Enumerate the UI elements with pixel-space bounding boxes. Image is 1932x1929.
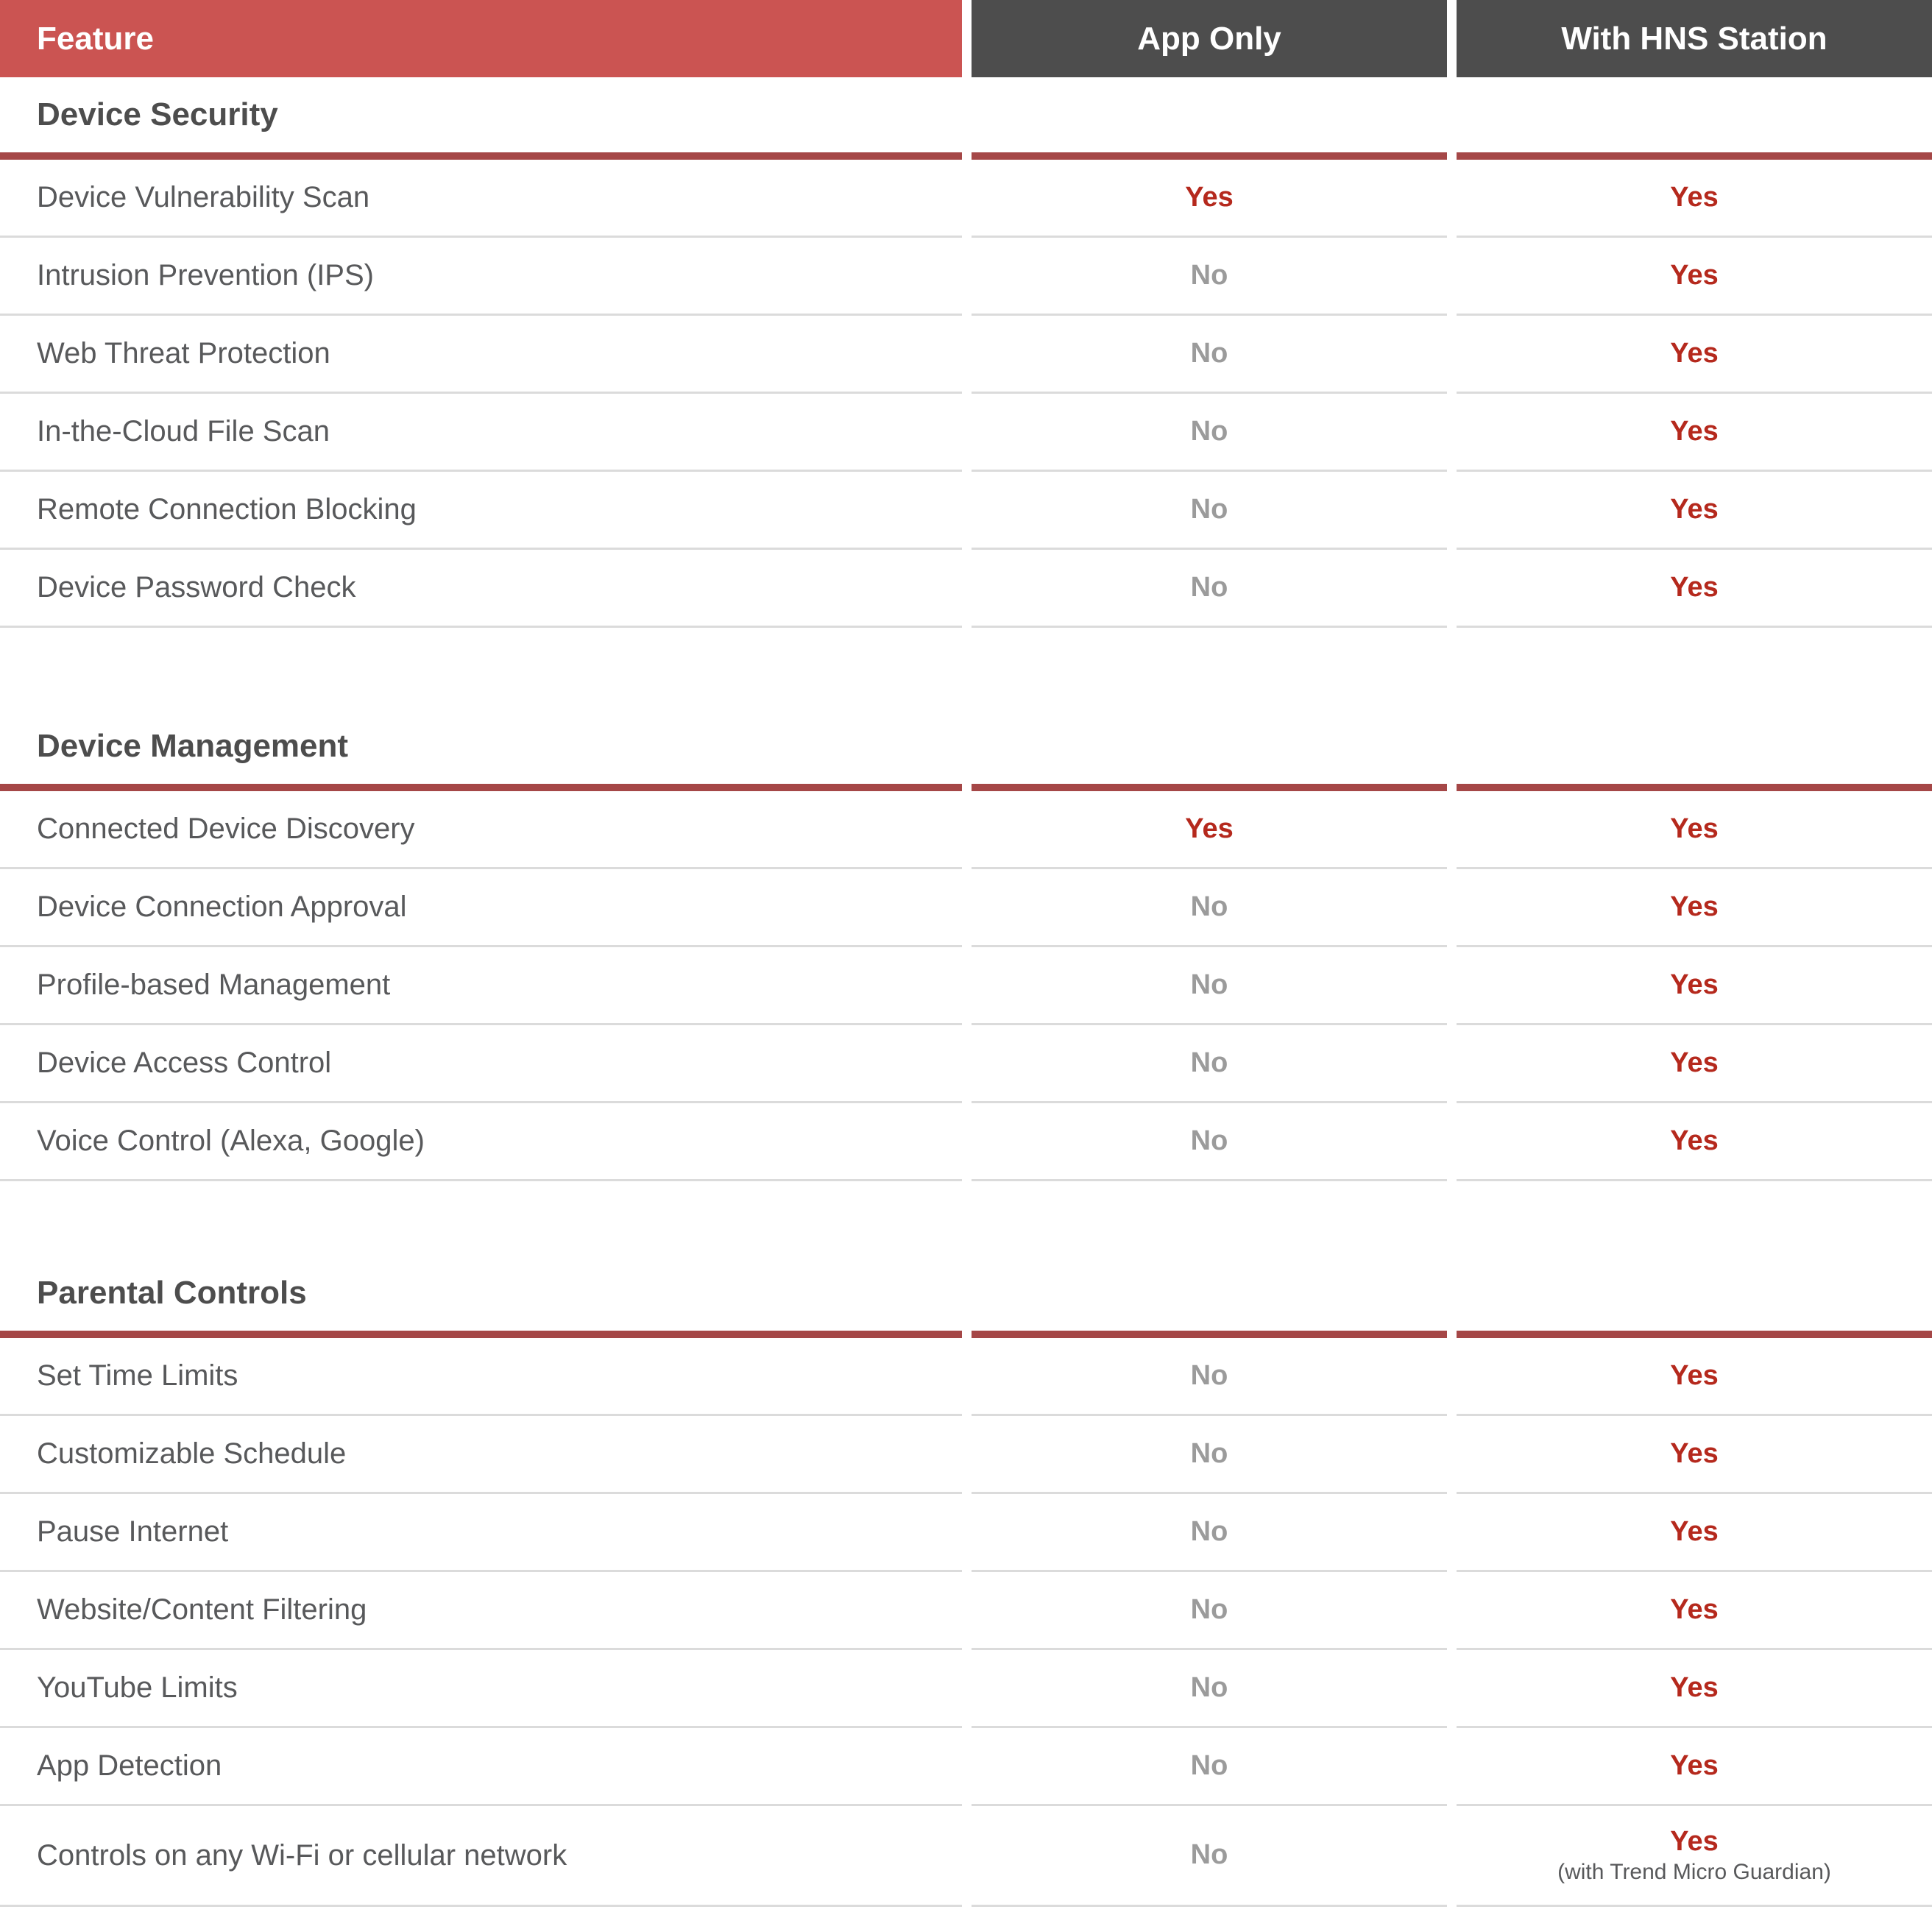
with-hns-value: Yes — [1670, 571, 1719, 603]
column-gap — [1447, 1331, 1457, 1338]
with-hns-cell — [1457, 472, 1932, 550]
app-only-value: No — [1190, 571, 1228, 603]
column-gap — [1447, 152, 1457, 160]
with-hns-cell — [1457, 1650, 1932, 1728]
feature-label: Web Threat Protection — [37, 337, 330, 369]
feature-cell — [0, 160, 962, 238]
column-gap — [1447, 1806, 1457, 1907]
feature-cell — [0, 1103, 962, 1181]
feature-cell — [0, 1806, 962, 1907]
with-hns-value: Yes — [1670, 1125, 1719, 1156]
column-gap — [962, 1572, 972, 1650]
app-only-value: No — [1190, 337, 1228, 369]
column-gap — [1447, 0, 1457, 77]
with-hns-cell — [1457, 791, 1932, 869]
column-gap — [1447, 316, 1457, 394]
feature-label: Device Access Control — [37, 1047, 332, 1079]
bottom-spacer — [0, 1907, 1932, 1929]
app-only-cell — [972, 1572, 1447, 1650]
feature-label: Device Vulnerability Scan — [37, 181, 370, 213]
feature-cell — [0, 472, 962, 550]
feature-label: Set Time Limits — [37, 1359, 238, 1392]
app-only-cell — [972, 550, 1447, 628]
section-bar-segment — [0, 152, 962, 160]
column-gap — [962, 784, 972, 791]
table-row — [0, 472, 1932, 550]
app-only-value: No — [1190, 1593, 1228, 1625]
app-only-value: No — [1190, 1515, 1228, 1547]
with-hns-value: Yes — [1670, 1437, 1719, 1469]
with-hns-value: Yes — [1670, 1047, 1719, 1078]
feature-cell — [0, 238, 962, 316]
column-gap — [1447, 1025, 1457, 1103]
section-bar-segment — [972, 784, 1447, 791]
feature-label: YouTube Limits — [37, 1671, 238, 1704]
section-bar-segment — [0, 1331, 962, 1338]
header-cell-app-only — [972, 0, 1447, 77]
with-hns-cell — [1457, 1572, 1932, 1650]
column-gap — [962, 869, 972, 947]
column-gap — [962, 472, 972, 550]
feature-cell — [0, 1025, 962, 1103]
with-hns-value: Yes — [1670, 1359, 1719, 1391]
table-row — [0, 316, 1932, 394]
column-gap — [1447, 1103, 1457, 1181]
with-hns-cell — [1457, 947, 1932, 1025]
column-gap — [962, 160, 972, 238]
section-bar-segment — [972, 1331, 1447, 1338]
table-section — [0, 1181, 1932, 1907]
app-only-value: No — [1190, 891, 1228, 922]
column-gap — [1447, 550, 1457, 628]
section-underline-bar — [0, 784, 1932, 791]
section-underline-bar — [0, 152, 1932, 160]
with-hns-cell — [1457, 1416, 1932, 1494]
column-gap — [962, 238, 972, 316]
table-row — [0, 1103, 1932, 1181]
app-only-value: No — [1190, 1359, 1228, 1391]
section-header — [0, 628, 1932, 784]
app-only-value: Yes — [1185, 813, 1234, 844]
with-hns-value: Yes — [1670, 493, 1719, 525]
feature-label: Device Connection Approval — [37, 891, 407, 923]
column-gap — [1447, 160, 1457, 238]
section-title: Parental Controls — [37, 1275, 307, 1311]
with-hns-cell — [1457, 1728, 1932, 1806]
column-gap — [962, 1025, 972, 1103]
with-hns-cell — [1457, 160, 1932, 238]
with-hns-cell — [1457, 1806, 1932, 1907]
with-hns-cell — [1457, 1494, 1932, 1572]
app-only-value: No — [1190, 493, 1228, 525]
with-hns-value: Yes — [1670, 1593, 1719, 1625]
column-gap — [1447, 784, 1457, 791]
column-gap — [962, 550, 972, 628]
column-gap — [1447, 1494, 1457, 1572]
column-gap — [1447, 1338, 1457, 1416]
section-header — [0, 77, 1932, 152]
feature-cell — [0, 316, 962, 394]
header-app-only-label: App Only — [1137, 20, 1281, 57]
with-hns-value: Yes — [1670, 1671, 1719, 1703]
app-only-cell — [972, 1025, 1447, 1103]
column-gap — [1447, 1728, 1457, 1806]
table-row — [0, 791, 1932, 869]
table-row — [0, 1806, 1932, 1907]
app-only-cell — [972, 1806, 1447, 1907]
with-hns-cell — [1457, 394, 1932, 472]
section-header — [0, 1181, 1932, 1331]
section-bar-segment — [1457, 1331, 1932, 1338]
table-row — [0, 1025, 1932, 1103]
column-gap — [1447, 791, 1457, 869]
header-cell-with-hns — [1457, 0, 1932, 77]
column-gap — [1447, 869, 1457, 947]
app-only-value: No — [1190, 1437, 1228, 1469]
feature-label: In-the-Cloud File Scan — [37, 415, 330, 447]
table-row — [0, 1572, 1932, 1650]
app-only-cell — [972, 472, 1447, 550]
feature-label: App Detection — [37, 1749, 222, 1782]
table-header-row — [0, 0, 1932, 77]
column-gap — [1447, 947, 1457, 1025]
table-body — [0, 77, 1932, 1907]
app-only-cell — [972, 238, 1447, 316]
table-row — [0, 1338, 1932, 1416]
section-underline-bar — [0, 1331, 1932, 1338]
column-gap — [1447, 472, 1457, 550]
feature-label: Voice Control (Alexa, Google) — [37, 1125, 425, 1157]
app-only-value: No — [1190, 259, 1228, 291]
section-bar-segment — [0, 784, 962, 791]
feature-cell — [0, 869, 962, 947]
feature-label: Intrusion Prevention (IPS) — [37, 259, 374, 291]
table-row — [0, 869, 1932, 947]
with-hns-cell — [1457, 1103, 1932, 1181]
feature-cell — [0, 1728, 962, 1806]
app-only-cell — [972, 316, 1447, 394]
column-gap — [962, 394, 972, 472]
feature-cell — [0, 394, 962, 472]
with-hns-value: Yes — [1670, 969, 1719, 1000]
table-section — [0, 77, 1932, 628]
app-only-cell — [972, 1728, 1447, 1806]
with-hns-cell — [1457, 869, 1932, 947]
column-gap — [1447, 238, 1457, 316]
app-only-cell — [972, 947, 1447, 1025]
header-cell-feature — [0, 0, 962, 77]
feature-label: Connected Device Discovery — [37, 813, 415, 845]
column-gap — [962, 1416, 972, 1494]
column-gap — [962, 1331, 972, 1338]
feature-cell — [0, 1650, 962, 1728]
section-bar-segment — [1457, 784, 1932, 791]
with-hns-cell — [1457, 316, 1932, 394]
feature-cell — [0, 791, 962, 869]
app-only-cell — [972, 1338, 1447, 1416]
app-only-cell — [972, 1103, 1447, 1181]
with-hns-value: Yes — [1670, 337, 1719, 369]
with-hns-value: Yes — [1670, 259, 1719, 291]
table-row — [0, 947, 1932, 1025]
with-hns-value: Yes — [1670, 1826, 1719, 1858]
column-gap — [962, 1806, 972, 1907]
feature-label: Remote Connection Blocking — [37, 493, 417, 525]
feature-label: Website/Content Filtering — [37, 1593, 367, 1626]
app-only-cell — [972, 869, 1447, 947]
header-with-hns-label: With HNS Station — [1561, 20, 1827, 57]
table-row — [0, 1728, 1932, 1806]
column-gap — [962, 1103, 972, 1181]
with-hns-value: Yes — [1670, 181, 1719, 213]
with-hns-value: Yes — [1670, 415, 1719, 447]
column-gap — [962, 1338, 972, 1416]
table-row — [0, 238, 1932, 316]
with-hns-value: Yes — [1670, 1515, 1719, 1547]
with-hns-value: Yes — [1670, 891, 1719, 922]
column-gap — [962, 947, 972, 1025]
section-title: Device Management — [37, 728, 349, 764]
feature-label: Profile-based Management — [37, 969, 391, 1001]
app-only-value: No — [1190, 969, 1228, 1000]
app-only-value: No — [1190, 1839, 1228, 1871]
feature-cell — [0, 1338, 962, 1416]
column-gap — [962, 791, 972, 869]
with-hns-cell — [1457, 1025, 1932, 1103]
feature-cell — [0, 947, 962, 1025]
column-gap — [962, 316, 972, 394]
section-bar-segment — [972, 152, 1447, 160]
app-only-value: No — [1190, 1671, 1228, 1703]
app-only-cell — [972, 1416, 1447, 1494]
table-row — [0, 160, 1932, 238]
column-gap — [1447, 1416, 1457, 1494]
app-only-cell — [972, 1650, 1447, 1728]
app-only-cell — [972, 394, 1447, 472]
feature-cell — [0, 550, 962, 628]
with-hns-cell — [1457, 238, 1932, 316]
with-hns-value: Yes — [1670, 1749, 1719, 1781]
column-gap — [1447, 394, 1457, 472]
app-only-value: No — [1190, 1047, 1228, 1078]
feature-cell — [0, 1572, 962, 1650]
feature-label: Customizable Schedule — [37, 1437, 347, 1470]
app-only-value: No — [1190, 415, 1228, 447]
column-gap — [1447, 1572, 1457, 1650]
column-gap — [962, 1494, 972, 1572]
table-row — [0, 1416, 1932, 1494]
column-gap — [962, 0, 972, 77]
section-bar-segment — [1457, 152, 1932, 160]
feature-cell — [0, 1416, 962, 1494]
app-only-value: No — [1190, 1749, 1228, 1781]
feature-label: Controls on any Wi-Fi or cellular network — [37, 1838, 567, 1872]
app-only-cell — [972, 160, 1447, 238]
column-gap — [962, 152, 972, 160]
with-hns-cell — [1457, 1338, 1932, 1416]
column-gap — [1447, 1650, 1457, 1728]
with-hns-value: Yes — [1670, 813, 1719, 844]
app-only-cell — [972, 1494, 1447, 1572]
app-only-value: Yes — [1185, 181, 1234, 213]
feature-cell — [0, 1494, 962, 1572]
column-gap — [962, 1728, 972, 1806]
feature-label: Pause Internet — [37, 1515, 229, 1548]
table-section — [0, 628, 1932, 1181]
with-hns-value-note: (with Trend Micro Guardian) — [1557, 1859, 1831, 1884]
app-only-value: No — [1190, 1125, 1228, 1156]
table-row — [0, 550, 1932, 628]
app-only-cell — [972, 791, 1447, 869]
section-title: Device Security — [37, 96, 278, 132]
table-row — [0, 1650, 1932, 1728]
header-feature-label: Feature — [37, 20, 154, 57]
table-row — [0, 1494, 1932, 1572]
with-hns-cell — [1457, 550, 1932, 628]
column-gap — [962, 1650, 972, 1728]
table-row — [0, 394, 1932, 472]
feature-label: Device Password Check — [37, 571, 356, 604]
